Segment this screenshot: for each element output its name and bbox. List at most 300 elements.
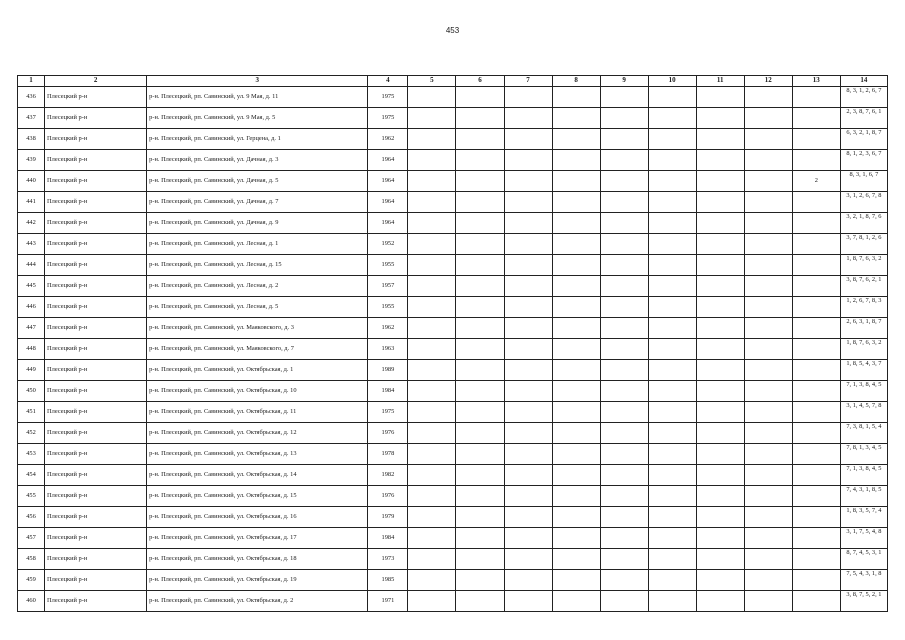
column-13-cell	[792, 486, 840, 507]
address-cell: р-н. Плесецкий, рп. Савинский, ул. Октябрьская, д. 11	[147, 402, 368, 423]
column-10-cell	[648, 465, 696, 486]
district-cell: Плесецкий р-н	[45, 276, 147, 297]
column-13-cell	[792, 318, 840, 339]
column-5-cell	[408, 213, 456, 234]
table-row	[18, 339, 888, 360]
column-header-5: 5	[408, 76, 456, 87]
year-cell: 1973	[368, 549, 408, 570]
district-cell: Плесецкий р-н	[45, 507, 147, 528]
column-12-cell	[744, 465, 792, 486]
column-5-cell	[408, 570, 456, 591]
column-14-cell: 8, 3, 1, 2, 6, 7	[840, 87, 887, 108]
page-number: 453	[445, 26, 460, 35]
column-10-cell	[648, 402, 696, 423]
column-10-cell	[648, 591, 696, 612]
column-10-cell	[648, 255, 696, 276]
table-body	[18, 87, 888, 612]
column-header-10: 10	[648, 76, 696, 87]
column-14-cell: 1, 8, 5, 4, 3, 7	[840, 360, 887, 381]
table-row	[18, 108, 888, 129]
table-row	[18, 570, 888, 591]
column-9-cell	[600, 192, 648, 213]
column-header-4: 4	[368, 76, 408, 87]
column-13-cell	[792, 339, 840, 360]
column-12-cell	[744, 297, 792, 318]
column-12-cell	[744, 402, 792, 423]
row-number-cell: 452	[18, 423, 45, 444]
table-row	[18, 549, 888, 570]
column-13-cell	[792, 360, 840, 381]
column-10-cell	[648, 129, 696, 150]
address-cell: р-н. Плесецкий, рп. Савинский, ул. Октябрьская, д. 18	[147, 549, 368, 570]
address-cell: р-н. Плесецкий, рп. Савинский, ул. Октябрьская, д. 13	[147, 444, 368, 465]
address-cell: р-н. Плесецкий, рп. Савинский, ул. Октябрьская, д. 19	[147, 570, 368, 591]
table-row	[18, 528, 888, 549]
column-10-cell	[648, 381, 696, 402]
column-6-cell	[456, 234, 504, 255]
row-number-cell: 451	[18, 402, 45, 423]
year-cell: 1976	[368, 423, 408, 444]
table-row	[18, 444, 888, 465]
column-11-cell	[696, 381, 744, 402]
column-8-cell	[552, 465, 600, 486]
address-cell: р-н. Плесецкий, рп. Савинский, ул. Дачная, д. 7	[147, 192, 368, 213]
year-cell: 1964	[368, 213, 408, 234]
table-row	[18, 213, 888, 234]
column-9-cell	[600, 444, 648, 465]
column-7-cell	[504, 276, 552, 297]
address-cell: р-н. Плесецкий, рп. Савинский, ул. Маяковского, д. 7	[147, 339, 368, 360]
column-9-cell	[600, 171, 648, 192]
column-11-cell	[696, 87, 744, 108]
address-cell: р-н. Плесецкий, рп. Савинский, ул. Дачная, д. 9	[147, 213, 368, 234]
column-7-cell	[504, 360, 552, 381]
column-7-cell	[504, 528, 552, 549]
column-7-cell	[504, 192, 552, 213]
table-row	[18, 486, 888, 507]
column-9-cell	[600, 591, 648, 612]
address-cell: р-н. Плесецкий, рп. Савинский, ул. Октябрьская, д. 2	[147, 591, 368, 612]
header-row	[18, 76, 888, 87]
column-11-cell	[696, 234, 744, 255]
table-row	[18, 192, 888, 213]
column-10-cell	[648, 171, 696, 192]
column-11-cell	[696, 507, 744, 528]
district-cell: Плесецкий р-н	[45, 150, 147, 171]
year-cell: 1964	[368, 171, 408, 192]
column-11-cell	[696, 171, 744, 192]
column-13-cell: 2	[792, 171, 840, 192]
address-cell: р-н. Плесецкий, рп. Савинский, ул. Лесная, д. 2	[147, 276, 368, 297]
column-11-cell	[696, 591, 744, 612]
column-8-cell	[552, 213, 600, 234]
column-11-cell	[696, 444, 744, 465]
column-13-cell	[792, 108, 840, 129]
column-10-cell	[648, 528, 696, 549]
column-10-cell	[648, 297, 696, 318]
column-7-cell	[504, 171, 552, 192]
column-14-cell: 7, 8, 1, 3, 4, 5	[840, 444, 887, 465]
address-cell: р-н. Плесецкий, рп. Савинский, ул. Октябрьская, д. 14	[147, 465, 368, 486]
year-cell: 1982	[368, 465, 408, 486]
column-9-cell	[600, 108, 648, 129]
column-12-cell	[744, 276, 792, 297]
column-14-cell: 3, 8, 7, 5, 2, 1	[840, 591, 887, 612]
column-13-cell	[792, 150, 840, 171]
column-13-cell	[792, 465, 840, 486]
row-number-cell: 453	[18, 444, 45, 465]
column-13-cell	[792, 381, 840, 402]
column-6-cell	[456, 507, 504, 528]
district-cell: Плесецкий р-н	[45, 339, 147, 360]
column-6-cell	[456, 486, 504, 507]
column-5-cell	[408, 129, 456, 150]
year-cell: 1975	[368, 402, 408, 423]
column-7-cell	[504, 402, 552, 423]
district-cell: Плесецкий р-н	[45, 87, 147, 108]
table-row	[18, 234, 888, 255]
column-11-cell	[696, 129, 744, 150]
address-cell: р-н. Плесецкий, рп. Савинский, ул. Октябрьская, д. 16	[147, 507, 368, 528]
address-cell: р-н. Плесецкий, рп. Савинский, ул. Дачная, д. 3	[147, 150, 368, 171]
column-9-cell	[600, 465, 648, 486]
column-12-cell	[744, 570, 792, 591]
column-12-cell	[744, 171, 792, 192]
column-14-cell: 7, 3, 8, 1, 5, 4	[840, 423, 887, 444]
table-row	[18, 423, 888, 444]
district-cell: Плесецкий р-н	[45, 528, 147, 549]
column-5-cell	[408, 591, 456, 612]
column-header-14: 14	[840, 76, 887, 87]
column-13-cell	[792, 129, 840, 150]
table-row	[18, 402, 888, 423]
year-cell: 1957	[368, 276, 408, 297]
column-8-cell	[552, 339, 600, 360]
row-number-cell: 441	[18, 192, 45, 213]
column-14-cell: 7, 5, 4, 3, 1, 8	[840, 570, 887, 591]
column-12-cell	[744, 234, 792, 255]
column-6-cell	[456, 360, 504, 381]
year-cell: 1976	[368, 486, 408, 507]
column-6-cell	[456, 276, 504, 297]
column-13-cell	[792, 192, 840, 213]
row-number-cell: 445	[18, 276, 45, 297]
column-7-cell	[504, 486, 552, 507]
column-6-cell	[456, 150, 504, 171]
column-header-1: 1	[18, 76, 45, 87]
row-number-cell: 454	[18, 465, 45, 486]
column-14-cell: 7, 4, 3, 1, 8, 5	[840, 486, 887, 507]
table-row	[18, 171, 888, 192]
column-13-cell	[792, 423, 840, 444]
column-7-cell	[504, 234, 552, 255]
column-14-cell: 3, 2, 1, 8, 7, 6	[840, 213, 887, 234]
year-cell: 1964	[368, 150, 408, 171]
column-12-cell	[744, 528, 792, 549]
column-8-cell	[552, 297, 600, 318]
column-6-cell	[456, 171, 504, 192]
year-cell: 1955	[368, 255, 408, 276]
column-header-9: 9	[600, 76, 648, 87]
table-row	[18, 318, 888, 339]
column-5-cell	[408, 234, 456, 255]
column-12-cell	[744, 318, 792, 339]
district-cell: Плесецкий р-н	[45, 444, 147, 465]
column-6-cell	[456, 402, 504, 423]
column-header-12: 12	[744, 76, 792, 87]
column-5-cell	[408, 108, 456, 129]
year-cell: 1984	[368, 381, 408, 402]
district-cell: Плесецкий р-н	[45, 360, 147, 381]
column-13-cell	[792, 297, 840, 318]
column-11-cell	[696, 276, 744, 297]
row-number-cell: 448	[18, 339, 45, 360]
column-14-cell: 1, 2, 6, 7, 8, 3	[840, 297, 887, 318]
column-5-cell	[408, 339, 456, 360]
column-5-cell	[408, 507, 456, 528]
column-5-cell	[408, 255, 456, 276]
column-14-cell: 1, 8, 7, 6, 3, 2	[840, 255, 887, 276]
column-9-cell	[600, 213, 648, 234]
year-cell: 1975	[368, 108, 408, 129]
column-11-cell	[696, 549, 744, 570]
column-9-cell	[600, 339, 648, 360]
column-12-cell	[744, 339, 792, 360]
column-5-cell	[408, 171, 456, 192]
column-10-cell	[648, 87, 696, 108]
column-6-cell	[456, 528, 504, 549]
column-5-cell	[408, 528, 456, 549]
column-12-cell	[744, 255, 792, 276]
column-8-cell	[552, 108, 600, 129]
column-9-cell	[600, 318, 648, 339]
year-cell: 1964	[368, 192, 408, 213]
column-9-cell	[600, 507, 648, 528]
column-8-cell	[552, 360, 600, 381]
column-5-cell	[408, 318, 456, 339]
column-header-6: 6	[456, 76, 504, 87]
column-11-cell	[696, 150, 744, 171]
column-14-cell: 3, 1, 2, 6, 7, 8	[840, 192, 887, 213]
column-5-cell	[408, 423, 456, 444]
row-number-cell: 447	[18, 318, 45, 339]
column-6-cell	[456, 549, 504, 570]
column-14-cell: 3, 7, 8, 1, 2, 6	[840, 234, 887, 255]
column-7-cell	[504, 255, 552, 276]
district-cell: Плесецкий р-н	[45, 234, 147, 255]
column-11-cell	[696, 318, 744, 339]
column-6-cell	[456, 381, 504, 402]
column-13-cell	[792, 276, 840, 297]
column-6-cell	[456, 87, 504, 108]
column-5-cell	[408, 360, 456, 381]
column-11-cell	[696, 339, 744, 360]
column-14-cell: 3, 8, 7, 6, 2, 1	[840, 276, 887, 297]
row-number-cell: 455	[18, 486, 45, 507]
column-6-cell	[456, 339, 504, 360]
column-8-cell	[552, 486, 600, 507]
address-cell: р-н. Плесецкий, рп. Савинский, ул. Октябрьская, д. 12	[147, 423, 368, 444]
column-11-cell	[696, 255, 744, 276]
column-6-cell	[456, 591, 504, 612]
column-5-cell	[408, 465, 456, 486]
district-cell: Плесецкий р-н	[45, 213, 147, 234]
column-11-cell	[696, 423, 744, 444]
year-cell: 1984	[368, 528, 408, 549]
column-5-cell	[408, 150, 456, 171]
district-cell: Плесецкий р-н	[45, 486, 147, 507]
column-8-cell	[552, 234, 600, 255]
column-11-cell	[696, 108, 744, 129]
column-7-cell	[504, 318, 552, 339]
row-number-cell: 456	[18, 507, 45, 528]
column-10-cell	[648, 507, 696, 528]
column-10-cell	[648, 339, 696, 360]
table-row	[18, 507, 888, 528]
column-8-cell	[552, 87, 600, 108]
column-14-cell: 6, 3, 2, 1, 8, 7	[840, 129, 887, 150]
column-12-cell	[744, 129, 792, 150]
column-10-cell	[648, 423, 696, 444]
district-cell: Плесецкий р-н	[45, 549, 147, 570]
address-cell: р-н. Плесецкий, рп. Савинский, ул. Лесная, д. 1	[147, 234, 368, 255]
column-9-cell	[600, 570, 648, 591]
column-8-cell	[552, 549, 600, 570]
column-7-cell	[504, 108, 552, 129]
column-10-cell	[648, 360, 696, 381]
row-number-cell: 458	[18, 549, 45, 570]
address-cell: р-н. Плесецкий, рп. Савинский, ул. Дачная, д. 5	[147, 171, 368, 192]
address-cell: р-н. Плесецкий, рп. Савинский, ул. Октябрьская, д. 17	[147, 528, 368, 549]
row-number-cell: 460	[18, 591, 45, 612]
column-10-cell	[648, 570, 696, 591]
column-9-cell	[600, 360, 648, 381]
column-7-cell	[504, 381, 552, 402]
table-header	[18, 76, 888, 87]
district-cell: Плесецкий р-н	[45, 297, 147, 318]
column-14-cell: 8, 7, 4, 5, 3, 1	[840, 549, 887, 570]
district-cell: Плесецкий р-н	[45, 402, 147, 423]
district-cell: Плесецкий р-н	[45, 381, 147, 402]
column-header-13: 13	[792, 76, 840, 87]
column-8-cell	[552, 276, 600, 297]
column-8-cell	[552, 318, 600, 339]
column-7-cell	[504, 507, 552, 528]
column-14-cell: 8, 3, 1, 6, 7	[840, 171, 887, 192]
column-5-cell	[408, 297, 456, 318]
year-cell: 1971	[368, 591, 408, 612]
column-7-cell	[504, 465, 552, 486]
column-9-cell	[600, 402, 648, 423]
row-number-cell: 439	[18, 150, 45, 171]
column-10-cell	[648, 444, 696, 465]
column-7-cell	[504, 423, 552, 444]
row-number-cell: 444	[18, 255, 45, 276]
column-13-cell	[792, 444, 840, 465]
column-12-cell	[744, 381, 792, 402]
column-14-cell: 8, 1, 2, 3, 6, 7	[840, 150, 887, 171]
column-12-cell	[744, 486, 792, 507]
row-number-cell: 443	[18, 234, 45, 255]
table-row	[18, 255, 888, 276]
column-8-cell	[552, 570, 600, 591]
column-8-cell	[552, 129, 600, 150]
column-14-cell: 2, 6, 3, 1, 8, 7	[840, 318, 887, 339]
column-10-cell	[648, 318, 696, 339]
year-cell: 1979	[368, 507, 408, 528]
column-14-cell: 3, 1, 4, 5, 7, 8	[840, 402, 887, 423]
column-6-cell	[456, 213, 504, 234]
column-9-cell	[600, 276, 648, 297]
column-6-cell	[456, 108, 504, 129]
column-10-cell	[648, 486, 696, 507]
column-header-2: 2	[45, 76, 147, 87]
column-7-cell	[504, 444, 552, 465]
column-7-cell	[504, 213, 552, 234]
column-10-cell	[648, 213, 696, 234]
column-9-cell	[600, 150, 648, 171]
column-13-cell	[792, 591, 840, 612]
column-8-cell	[552, 192, 600, 213]
column-12-cell	[744, 591, 792, 612]
column-6-cell	[456, 297, 504, 318]
column-11-cell	[696, 528, 744, 549]
district-cell: Плесецкий р-н	[45, 129, 147, 150]
column-8-cell	[552, 528, 600, 549]
column-13-cell	[792, 507, 840, 528]
column-9-cell	[600, 486, 648, 507]
column-12-cell	[744, 108, 792, 129]
column-6-cell	[456, 570, 504, 591]
column-11-cell	[696, 570, 744, 591]
column-13-cell	[792, 528, 840, 549]
row-number-cell: 449	[18, 360, 45, 381]
column-14-cell: 3, 1, 7, 5, 4, 8	[840, 528, 887, 549]
column-11-cell	[696, 192, 744, 213]
column-header-3: 3	[147, 76, 368, 87]
table-row	[18, 87, 888, 108]
row-number-cell: 442	[18, 213, 45, 234]
year-cell: 1962	[368, 318, 408, 339]
column-5-cell	[408, 87, 456, 108]
table-row	[18, 465, 888, 486]
column-6-cell	[456, 423, 504, 444]
table-row	[18, 276, 888, 297]
column-11-cell	[696, 486, 744, 507]
column-14-cell: 1, 8, 7, 6, 3, 2	[840, 339, 887, 360]
year-cell: 1963	[368, 339, 408, 360]
district-cell: Плесецкий р-н	[45, 171, 147, 192]
column-8-cell	[552, 255, 600, 276]
column-12-cell	[744, 423, 792, 444]
column-13-cell	[792, 570, 840, 591]
column-9-cell	[600, 87, 648, 108]
column-8-cell	[552, 507, 600, 528]
column-5-cell	[408, 444, 456, 465]
address-cell: р-н. Плесецкий, рп. Савинский, ул. Лесная, д. 15	[147, 255, 368, 276]
column-10-cell	[648, 276, 696, 297]
column-14-cell: 7, 1, 3, 8, 4, 5	[840, 381, 887, 402]
column-6-cell	[456, 465, 504, 486]
column-5-cell	[408, 486, 456, 507]
column-8-cell	[552, 402, 600, 423]
column-12-cell	[744, 150, 792, 171]
year-cell: 1978	[368, 444, 408, 465]
row-number-cell: 436	[18, 87, 45, 108]
row-number-cell: 437	[18, 108, 45, 129]
row-number-cell: 457	[18, 528, 45, 549]
address-cell: р-н. Плесецкий, рп. Савинский, ул. Октябрьская, д. 1	[147, 360, 368, 381]
